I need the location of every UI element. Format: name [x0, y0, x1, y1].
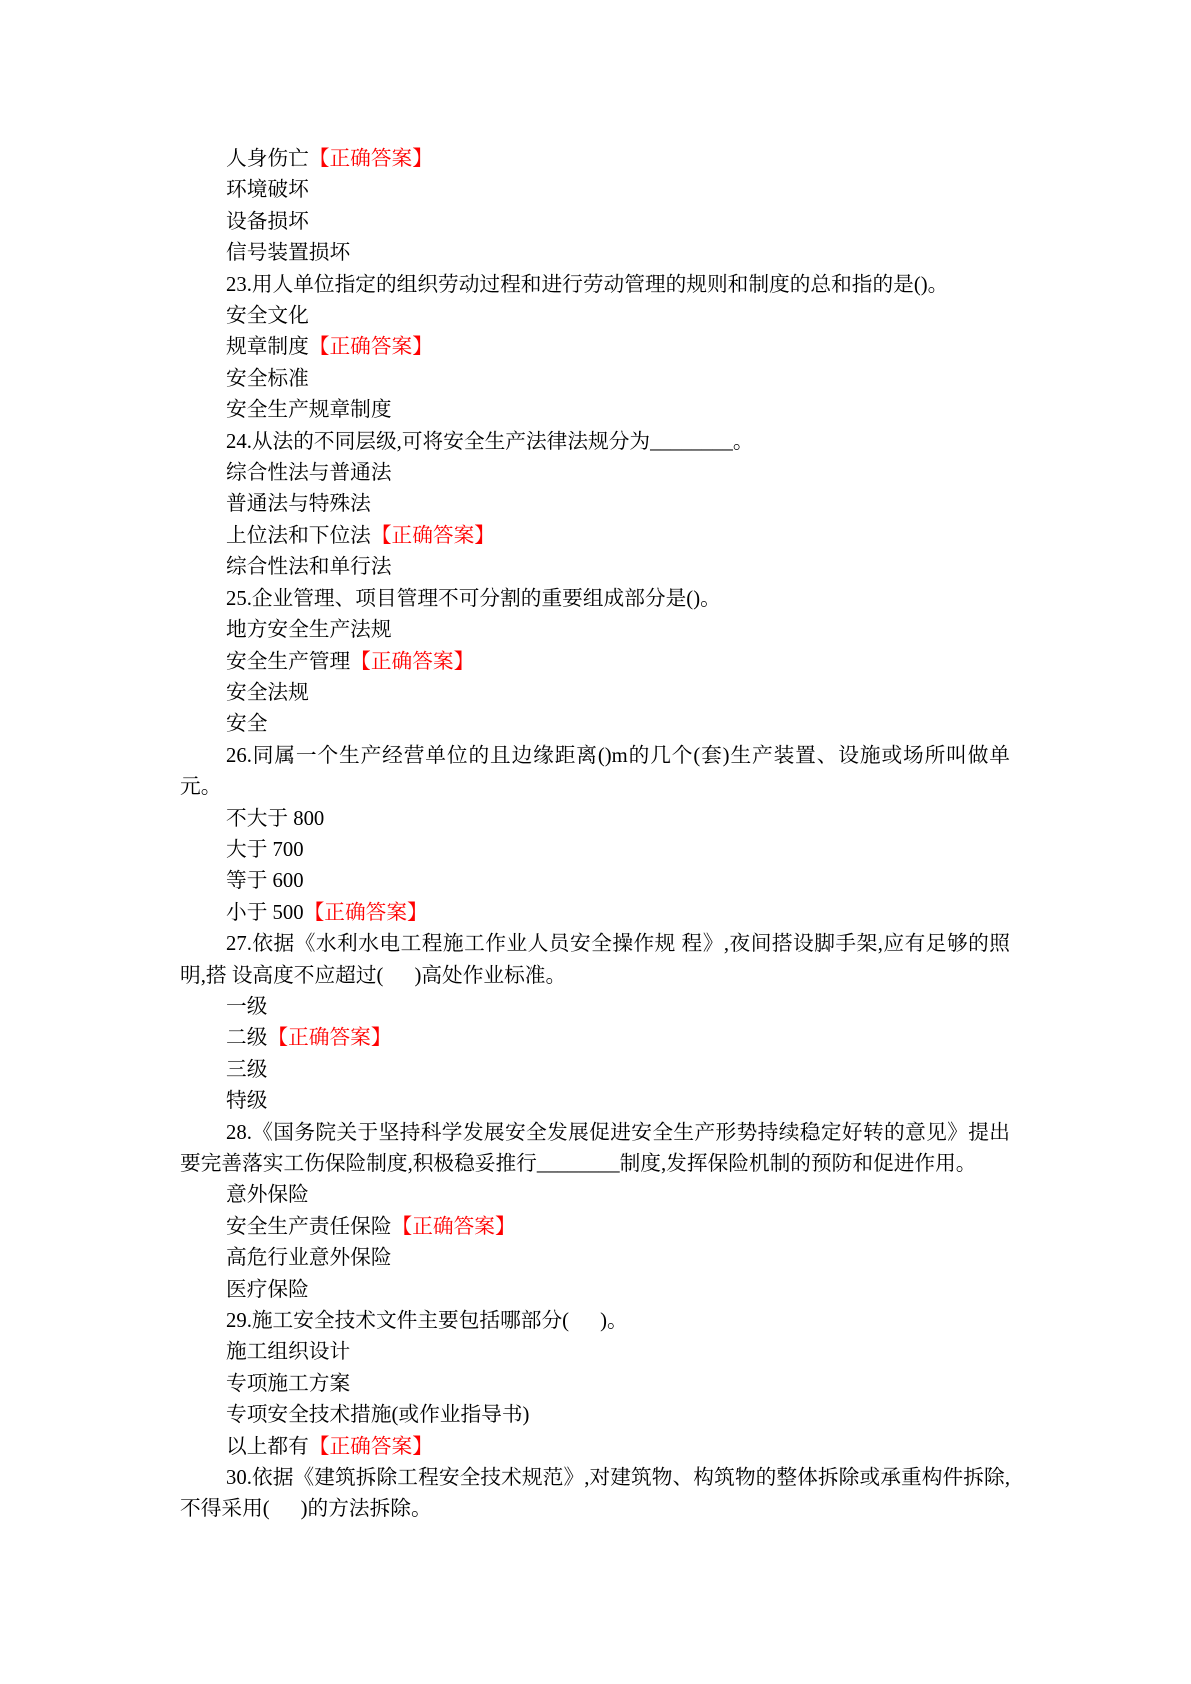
question-stem — [180, 741, 1010, 804]
correct-answer-mark: 【正确答案】 — [391, 1215, 516, 1238]
answer-option-correct — [180, 1432, 1010, 1463]
option-text: 等于 600 — [226, 870, 304, 893]
correct-answer-mark: 【正确答案】 — [308, 336, 433, 359]
option-text: 综合性法与普通法 — [226, 462, 392, 485]
option-text: 人身伤亡 — [226, 148, 309, 170]
correct-answer-mark: 【正确答案】 — [350, 650, 475, 673]
option-text: 不大于 800 — [226, 807, 325, 830]
answer-option — [180, 1400, 1010, 1431]
option-text: 一级 — [226, 995, 268, 1018]
correct-answer-mark: 【正确答案】 — [267, 1027, 392, 1050]
question-number: 24. — [226, 430, 252, 453]
correct-answer-mark: 【正确答案】 — [308, 148, 433, 170]
question-number: 28. — [226, 1121, 252, 1144]
answer-option — [180, 1243, 1010, 1274]
correct-answer-mark: 【正确答案】 — [308, 1435, 433, 1458]
answer-option — [180, 709, 1010, 740]
answer-option — [180, 489, 1010, 520]
answer-option — [180, 992, 1010, 1023]
answer-option — [180, 804, 1010, 835]
question-stem — [180, 929, 1010, 992]
option-text: 医疗保险 — [226, 1278, 309, 1301]
answer-option — [180, 1369, 1010, 1400]
question-number: 27. — [226, 933, 252, 956]
answer-option — [180, 238, 1010, 269]
question-text: 施工安全技术文件主要包括哪部分( )。 — [251, 1310, 628, 1333]
answer-option — [180, 1086, 1010, 1117]
answer-option — [180, 458, 1010, 489]
question-text: 依据《水利水电工程施工作业人员安全操作规 程》,夜间搭设脚手架,应有足够的照明,搭 设高度不应超过( )高处作业标准。 — [180, 933, 1010, 987]
option-text: 安全生产责任保险 — [226, 1215, 392, 1238]
option-text: 大于 700 — [226, 838, 304, 861]
option-text: 安全法规 — [226, 681, 309, 704]
answer-option — [180, 301, 1010, 332]
answer-option-correct — [180, 898, 1010, 929]
question-stem — [180, 1463, 1010, 1526]
answer-option — [180, 1180, 1010, 1211]
option-text: 专项安全技术措施(或作业指导书) — [226, 1404, 530, 1427]
option-text: 安全生产管理 — [226, 650, 351, 673]
question-stem — [180, 1306, 1010, 1337]
question-number: 29. — [226, 1310, 252, 1333]
option-text: 二级 — [226, 1027, 268, 1050]
option-text: 综合性法和单行法 — [226, 556, 392, 579]
question-stem — [180, 427, 1010, 458]
answer-option — [180, 678, 1010, 709]
question-number: 30. — [226, 1467, 252, 1490]
option-text: 普通法与特殊法 — [226, 493, 371, 516]
question-text: 同属一个生产经营单位的且边缘距离()m的几个(套)生产装置、设施或场所叫做单元。 — [180, 744, 1010, 799]
option-text: 环境破坏 — [226, 179, 309, 202]
answer-option — [180, 866, 1010, 897]
option-text: 上位法和下位法 — [226, 524, 371, 547]
answer-option — [180, 395, 1010, 426]
option-text: 意外保险 — [226, 1184, 309, 1207]
question-text: 企业管理、项目管理不可分割的重要组成部分是()。 — [251, 587, 721, 610]
question-number: 25. — [226, 587, 252, 610]
answer-option — [180, 1055, 1010, 1086]
question-number: 23. — [226, 273, 252, 296]
option-text: 特级 — [226, 1090, 268, 1113]
option-text: 安全 — [226, 713, 268, 736]
answer-option — [180, 364, 1010, 395]
answer-option — [180, 1275, 1010, 1306]
correct-answer-mark: 【正确答案】 — [370, 524, 495, 547]
question-list — [180, 144, 1010, 1526]
question-text: 用人单位指定的组织劳动过程和进行劳动管理的规则和制度的总和指的是()。 — [251, 273, 949, 296]
question-text: 《国务院关于坚持科学发展安全发展促进安全生产形势持续稳定好转的意见》提出要完善落实工伤保险制度,积极稳妥推行________制度,发挥保险机制的预防和促进作用。 — [180, 1121, 1010, 1175]
question-text: 依据《建筑拆除工程安全技术规范》,对建筑物、构筑物的整体拆除或承重构件拆除,不得采用( )的方法拆除。 — [180, 1467, 1010, 1521]
option-text: 安全文化 — [226, 305, 309, 328]
option-text: 安全标准 — [226, 367, 309, 390]
answer-option — [180, 835, 1010, 866]
option-text: 地方安全生产法规 — [226, 619, 392, 642]
option-text: 小于 500 — [226, 901, 304, 924]
answer-option-correct — [180, 144, 1010, 175]
option-text: 施工组织设计 — [226, 1341, 351, 1364]
question-text: 从法的不同层级,可将安全生产法律法规分为________。 — [251, 430, 754, 453]
option-text: 规章制度 — [226, 336, 309, 359]
option-text: 安全生产规章制度 — [226, 399, 392, 422]
question-stem — [180, 584, 1010, 615]
option-text: 高危行业意外保险 — [226, 1247, 392, 1270]
answer-option — [180, 207, 1010, 238]
answer-option-correct — [180, 647, 1010, 678]
option-text: 以上都有 — [226, 1435, 309, 1458]
answer-option — [180, 1337, 1010, 1368]
question-number: 26. — [226, 744, 252, 767]
answer-option-correct — [180, 521, 1010, 552]
option-text: 三级 — [226, 1058, 268, 1081]
option-text: 设备损坏 — [226, 210, 309, 233]
option-text: 信号装置损坏 — [226, 242, 351, 265]
answer-option-correct — [180, 1023, 1010, 1054]
answer-option — [180, 552, 1010, 583]
answer-option-correct — [180, 332, 1010, 363]
correct-answer-mark: 【正确答案】 — [303, 901, 428, 924]
question-stem — [180, 270, 1010, 301]
answer-option — [180, 615, 1010, 646]
answer-option — [180, 175, 1010, 206]
option-text: 专项施工方案 — [226, 1372, 351, 1395]
question-stem — [180, 1118, 1010, 1181]
answer-option-correct — [180, 1212, 1010, 1243]
